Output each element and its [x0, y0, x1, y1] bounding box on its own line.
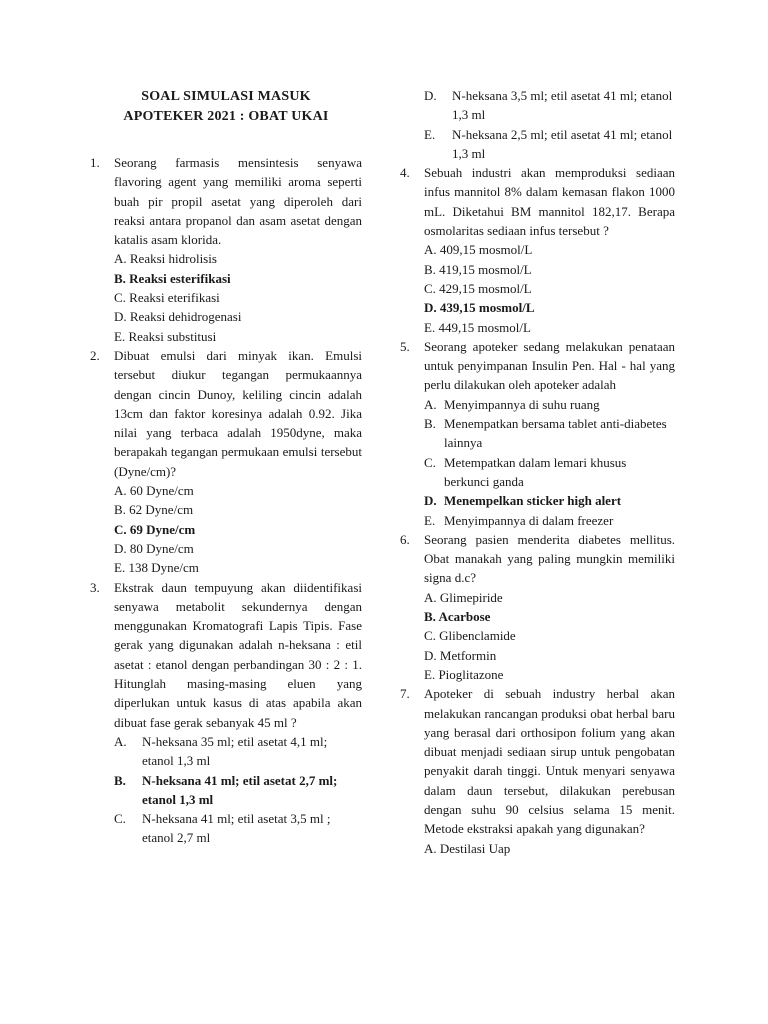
option-c: C. N-heksana 41 ml; etil asetat 3,5 ml ; etanol 2,7 ml — [114, 811, 331, 846]
option-b-answer: B. Reaksi esterifikasi — [114, 270, 231, 286]
option-d: D. N-heksana 3,5 ml; etil asetat 41 ml; etanol 1,3 ml — [424, 88, 673, 123]
option-b: B. 62 Dyne/cm — [114, 502, 194, 518]
question-text: Ekstrak daun tempuyung akan diidentifikasi senyawa metabolit sekundernya dengan menggunakan Kromatografi Lapis Tipis. Fase gerak yang digunakan adalah n-heksana : etil asetat : etanol dengan perbandingan 30 : 2 : 1. Hitunglah masing-masing eluen yang diperlukan untuk kasus di atas apabila akan dibuat fase gerak sebanyak 45 ml ? — [114, 579, 362, 730]
question-4 — [400, 163, 675, 337]
option-c-answer: C. 69 Dyne/cm — [114, 521, 196, 537]
left-column — [90, 0, 362, 848]
question-1 — [90, 153, 362, 346]
option-a: A. 60 Dyne/cm — [114, 483, 194, 499]
question-3-continued — [400, 86, 675, 163]
title-line-2: APOTEKER 2021 : OBAT UKAI — [123, 109, 329, 124]
option-e: E. 449,15 mosmol/L — [424, 319, 531, 335]
option-a: A. Reaksi hidrolisis — [114, 251, 217, 267]
option-c: C. 429,15 mosmol/L — [424, 280, 532, 296]
option-e: E. Pioglitazone — [424, 666, 504, 682]
option-d: D. Reaksi dehidrogenasi — [114, 309, 242, 325]
question-3 — [90, 578, 362, 848]
option-e: E. Reaksi substitusi — [114, 328, 217, 344]
question-5 — [400, 337, 675, 530]
option-c: C. Glibenclamide — [424, 628, 516, 644]
question-7 — [400, 684, 675, 858]
question-number: 7. — [400, 686, 410, 702]
option-d-answer: D. Menempelkan sticker high alert — [424, 493, 622, 509]
option-a: A. N-heksana 35 ml; etil asetat 4,1 ml; etanol 1,3 ml — [114, 733, 328, 769]
option-b-answer: B. Acarbose — [424, 609, 491, 625]
option-d: D. Metformin — [424, 647, 497, 663]
question-text: Seorang pasien menderita diabetes mellitus. Obat manakah yang paling mungkin memiliki signa d.c? — [424, 531, 675, 586]
question-2 — [90, 346, 362, 578]
question-number: 6. — [400, 531, 410, 547]
document-title — [90, 87, 362, 127]
option-a: A. 409,15 mosmol/L — [424, 242, 533, 258]
question-text: Seorang farmasis mensintesis senyawa flavoring agent yang memiliki aroma seperti buah pir propil asetat yang diperoleh dari reaksi antara propanol dan asam asetat dengan katalis asam klorida. — [114, 155, 362, 248]
option-b: B. Menempatkan bersama tablet anti-diabetes lainnya — [424, 416, 667, 451]
option-a: A. Glimepiride — [424, 589, 503, 605]
option-c: C. Metempatkan dalam lemari khusus berkunci ganda — [424, 454, 627, 489]
option-a: A. Destilasi Uap — [424, 840, 511, 856]
option-c: C. Reaksi eterifikasi — [114, 290, 220, 306]
question-number: 1. — [90, 155, 100, 170]
option-d-answer: D. 439,15 mosmol/L — [424, 300, 535, 316]
question-text: Seorang apoteker sedang melakukan penataan untuk penyimpanan Insulin Pen. Hal - hal yang perlu dilakukan oleh apoteker adalah — [424, 338, 675, 393]
question-text: Sebuah industri akan memproduksi sediaan infus mannitol 8% dalam kemasan flakon 1000 mL. Diketahui BM mannitol 182,17. Berapa osmolaritas sediaan infus tersebut ? — [424, 165, 675, 239]
question-text: Dibuat emulsi dari minyak ikan. Emulsi tersebut diukur tegangan permukaannya dengan cincin Dunoy, keliling cincin adalah 13cm dan faktor koresinya adalah 0.92. Jika nilai yang terbaca adalah 1950dyne, maka berapakah tegangan permukaan emulsi tersebut (Dyne/cm)? — [114, 347, 362, 479]
option-b: B. 419,15 mosmol/L — [424, 261, 532, 277]
title-line-1: SOAL SIMULASI MASUK — [141, 89, 311, 104]
question-number: 3. — [90, 579, 100, 595]
question-number: 4. — [400, 165, 410, 181]
question-text: Apoteker di sebuah industry herbal akan melakukan rancangan produksi obat herbal baru yang berasal dari orthosipon folium yang akan dibuat menjadi sediaan sirup untuk pengobatan penyakit darah tinggi. Untuk menyari senyawa dalam daun tersebut, dilakukan perebusan dengan suhu 90 celsius selama 15 menit. Metode ekstraksi apakah yang digunakan? — [424, 686, 675, 837]
question-6 — [400, 530, 675, 684]
question-number: 5. — [400, 338, 410, 354]
option-e: E. Menyimpannya di dalam freezer — [424, 512, 614, 528]
option-a: A. Menyimpannya di suhu ruang — [424, 396, 600, 412]
question-number: 2. — [90, 347, 100, 363]
option-b-answer: B. N-heksana 41 ml; etil asetat 2,7 ml; etanol 1,3 ml — [114, 772, 338, 807]
option-d: D. 80 Dyne/cm — [114, 540, 194, 556]
right-column — [400, 0, 675, 858]
option-e: E. N-heksana 2,5 ml; etil asetat 41 ml; etanol 1,3 ml — [424, 126, 673, 161]
option-e: E. 138 Dyne/cm — [114, 560, 199, 576]
